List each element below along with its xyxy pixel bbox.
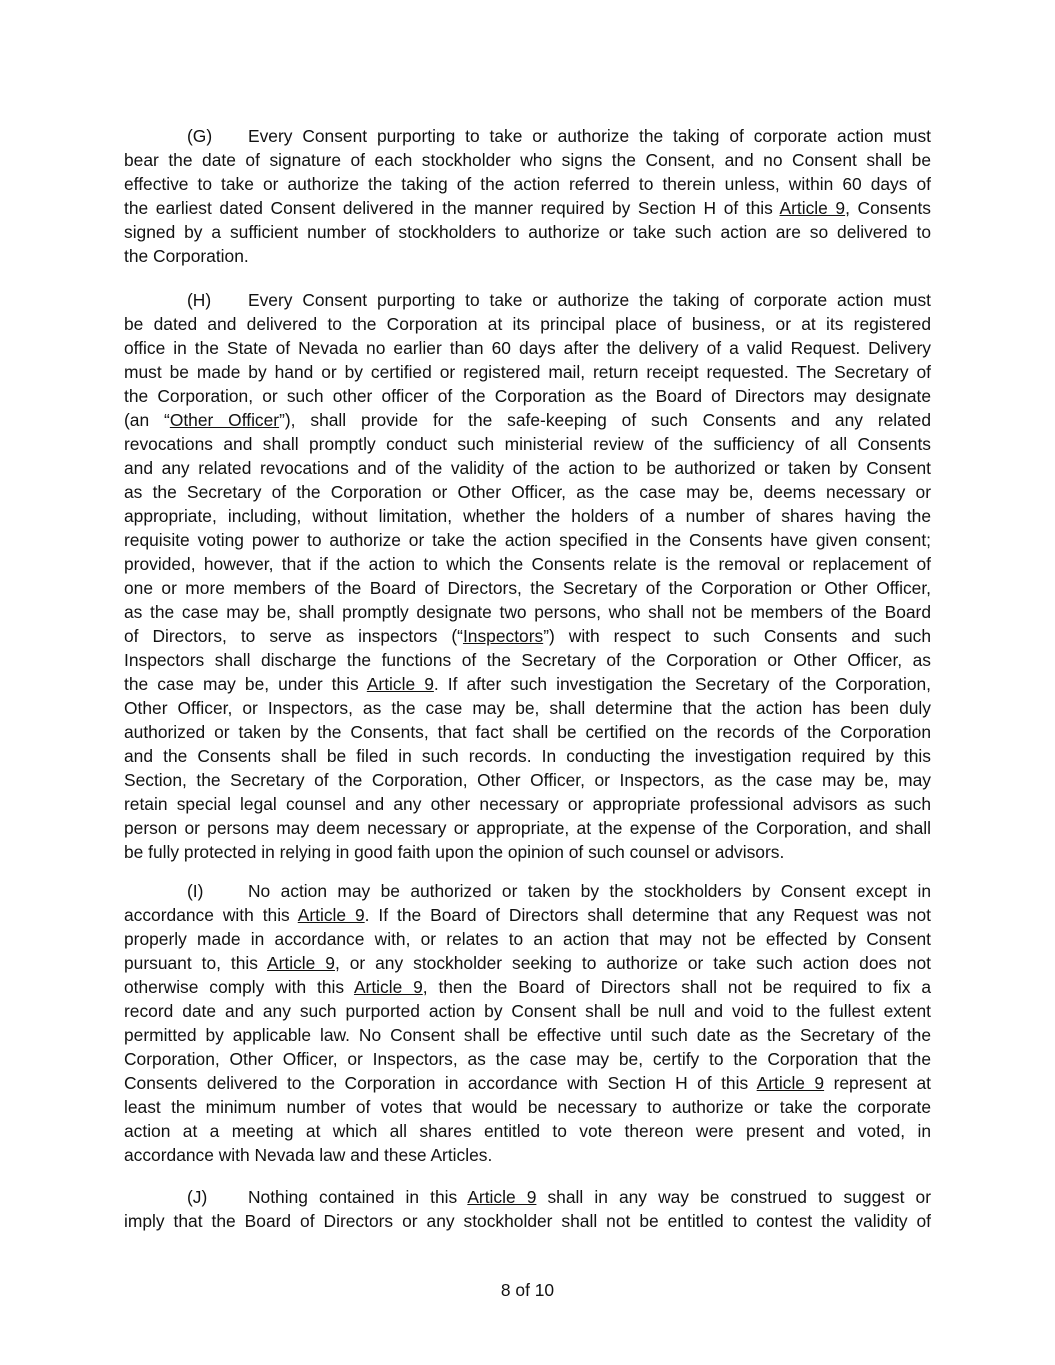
defined-term-reference: Article 9	[756, 1073, 825, 1093]
text-line	[124, 744, 931, 768]
text-segment: represent at	[824, 1073, 932, 1093]
paragraph-h	[124, 288, 931, 864]
text-segment: Inspectors shall discharge the functions of the Secretary of the Corporation or Other Officer, as	[124, 650, 931, 670]
text-segment: must be made by hand or by certified or registered mail, return receipt requested. The Secretary of	[124, 362, 931, 382]
text-segment: Every Consent purporting to take or authorize the taking of corporate action must	[248, 126, 931, 146]
text-line	[124, 1047, 931, 1071]
text-segment: provided, however, that if the action to which the Consents relate is the removal or replacement of	[124, 554, 931, 574]
text-line	[124, 1209, 931, 1233]
text-segment: Corporation, Other Officer, or Inspectors, as the case may be, certify to the Corporation that the	[124, 1049, 931, 1069]
text-segment: effective to take or authorize the taking of the action referred to therein unless, within 60 days of	[124, 174, 931, 194]
text-segment: accordance with Nevada law and these Articles.	[124, 1145, 493, 1165]
text-line	[124, 903, 931, 927]
text-segment: retain special legal counsel and any other necessary or appropriate professional advisors as such	[124, 794, 931, 814]
text-segment: authorized or taken by the Consents, that fact shall be certified on the records of the Corporation	[124, 722, 931, 742]
text-line	[124, 148, 931, 172]
defined-term-reference: Article 9	[366, 674, 434, 694]
text-segment: permitted by applicable law. No Consent shall be effective until such date as the Secretary of the	[124, 1025, 931, 1045]
text-segment: ”), shall provide for the safe-keeping of such Consents and any related	[279, 410, 931, 430]
text-line	[124, 244, 931, 268]
text-segment: of Directors, to serve as inspectors (“	[124, 626, 463, 646]
text-line	[124, 720, 931, 744]
section-label: (J)	[187, 1187, 208, 1207]
page-number: 8 of 10	[500, 1280, 555, 1300]
text-segment: action at a meeting at which all shares entitled to vote thereon were present and voted, in	[124, 1121, 931, 1141]
section-label: (I)	[187, 881, 204, 901]
text-line	[124, 792, 931, 816]
text-line	[124, 840, 931, 864]
text-segment: Other Officer, or Inspectors, as the case may be, shall determine that the action has been duly	[124, 698, 931, 718]
text-segment: shall in any way be construed to suggest or	[536, 1187, 931, 1207]
text-segment: record date and any such purported action by Consent shall be null and void to the fullest extent	[124, 1001, 931, 1021]
text-line	[124, 672, 931, 696]
text-segment: Every Consent purporting to take or authorize the taking of corporate action must	[248, 290, 931, 310]
text-segment: the case may be, under this	[124, 674, 367, 694]
defined-term-reference: Article 9	[779, 198, 846, 218]
text-line	[124, 528, 931, 552]
text-segment: No action may be authorized or taken by the stockholders by Consent except in	[248, 881, 931, 901]
text-segment: . If after such investigation the Secretary of the Corporation,	[433, 674, 931, 694]
text-line	[124, 480, 931, 504]
text-line	[124, 879, 931, 903]
text-segment: one or more members of the Board of Directors, the Secretary of the Corporation or Other Officer,	[124, 578, 931, 598]
text-line	[124, 624, 931, 648]
text-line	[124, 504, 931, 528]
text-segment: least the minimum number of votes that would be necessary to authorize or take the corporate	[124, 1097, 931, 1117]
text-segment: accordance with this	[124, 905, 298, 925]
defined-term-reference: Other Officer	[169, 410, 280, 430]
text-segment: otherwise comply with this	[124, 977, 354, 997]
text-line	[124, 552, 931, 576]
text-segment: as the case may be, shall promptly designate two persons, who shall not be members of the Board	[124, 602, 931, 622]
text-line	[124, 384, 931, 408]
text-line	[124, 124, 931, 148]
text-line	[124, 1071, 931, 1095]
text-line	[124, 432, 931, 456]
text-line	[124, 927, 931, 951]
defined-term-reference: Inspectors	[462, 626, 544, 646]
text-segment: appropriate, including, without limitation, whether the holders of a number of shares having the	[124, 506, 931, 526]
text-segment: Section, the Secretary of the Corporation, Other Officer, or Inspectors, as the case may be, may	[124, 770, 931, 790]
defined-term-reference: Article 9	[353, 977, 423, 997]
text-line	[124, 1185, 931, 1209]
text-line	[124, 648, 931, 672]
section-label: (G)	[187, 126, 213, 146]
defined-term-reference: Article 9	[467, 1187, 537, 1207]
text-line	[124, 576, 931, 600]
text-line	[124, 336, 931, 360]
text-line	[124, 768, 931, 792]
text-segment: Consents delivered to the Corporation in accordance with Section H of this	[124, 1073, 757, 1093]
text-segment: as the Secretary of the Corporation or Other Officer, as the case may be, deems necessary or	[124, 482, 931, 502]
text-segment: be dated and delivered to the Corporation at its principal place of business, or at its registered	[124, 314, 931, 334]
text-segment: (an “	[124, 410, 170, 430]
text-line	[124, 456, 931, 480]
text-segment: requisite voting power to authorize or take the action specified in the Consents have given consent;	[124, 530, 931, 550]
text-line	[124, 975, 931, 999]
text-line	[124, 1143, 931, 1167]
text-segment: the Corporation, or such other officer of the Corporation as the Board of Directors may designate	[124, 386, 931, 406]
text-segment: , Consents	[845, 198, 931, 218]
text-line	[124, 1023, 931, 1047]
text-segment: bear the date of signature of each stockholder who signs the Consent, and no Consent shall be	[124, 150, 931, 170]
text-segment: be fully protected in relying in good faith upon the opinion of such counsel or advisors.	[124, 842, 785, 862]
text-line	[124, 220, 931, 244]
text-segment: office in the State of Nevada no earlier than 60 days after the delivery of a valid Request. Delivery	[124, 338, 931, 358]
paragraph-j	[124, 1185, 931, 1233]
text-line	[124, 600, 931, 624]
text-line	[124, 696, 931, 720]
paragraph-g	[124, 124, 931, 268]
text-line	[124, 360, 931, 384]
text-line	[124, 172, 931, 196]
paragraph-i	[124, 879, 931, 1167]
text-segment: the earliest dated Consent delivered in the manner required by Section H of this	[124, 198, 780, 218]
defined-term-reference: Article 9	[297, 905, 365, 925]
text-segment: imply that the Board of Directors or any stockholder shall not be entitled to contest the validity of	[124, 1211, 931, 1231]
text-line	[124, 312, 931, 336]
text-segment: pursuant to, this	[124, 953, 267, 973]
text-segment: signed by a sufficient number of stockholders to authorize or take such action are so delivered to	[124, 222, 931, 242]
text-segment: revocations and shall promptly conduct such ministerial review of the sufficiency of all Consents	[124, 434, 931, 454]
text-segment: person or persons may deem necessary or appropriate, at the expense of the Corporation, and shall	[124, 818, 931, 838]
text-line	[124, 999, 931, 1023]
text-line	[124, 1095, 931, 1119]
text-line	[124, 196, 931, 220]
text-line	[124, 408, 931, 432]
text-line	[124, 288, 931, 312]
text-segment: and the Consents shall be filed in such records. In conducting the investigation required by this	[124, 746, 931, 766]
text-segment: the Corporation.	[124, 246, 249, 266]
section-label: (H)	[187, 290, 212, 310]
text-segment: Nothing contained in this	[248, 1187, 468, 1207]
text-segment: , or any stockholder seeking to authorize or take such action does not	[334, 953, 931, 973]
text-line	[124, 1119, 931, 1143]
text-segment: and any related revocations and of the validity of the action to be authorized or taken by Consent	[124, 458, 931, 478]
text-segment: , then the Board of Directors shall not be required to fix a	[422, 977, 931, 997]
text-line	[124, 951, 931, 975]
defined-term-reference: Article 9	[266, 953, 335, 973]
text-segment: ”) with respect to such Consents and such	[543, 626, 931, 646]
text-segment: . If the Board of Directors shall determine that any Request was not	[364, 905, 931, 925]
text-segment: properly made in accordance with, or relates to an action that may not be effected by Consent	[124, 929, 931, 949]
text-line	[124, 816, 931, 840]
